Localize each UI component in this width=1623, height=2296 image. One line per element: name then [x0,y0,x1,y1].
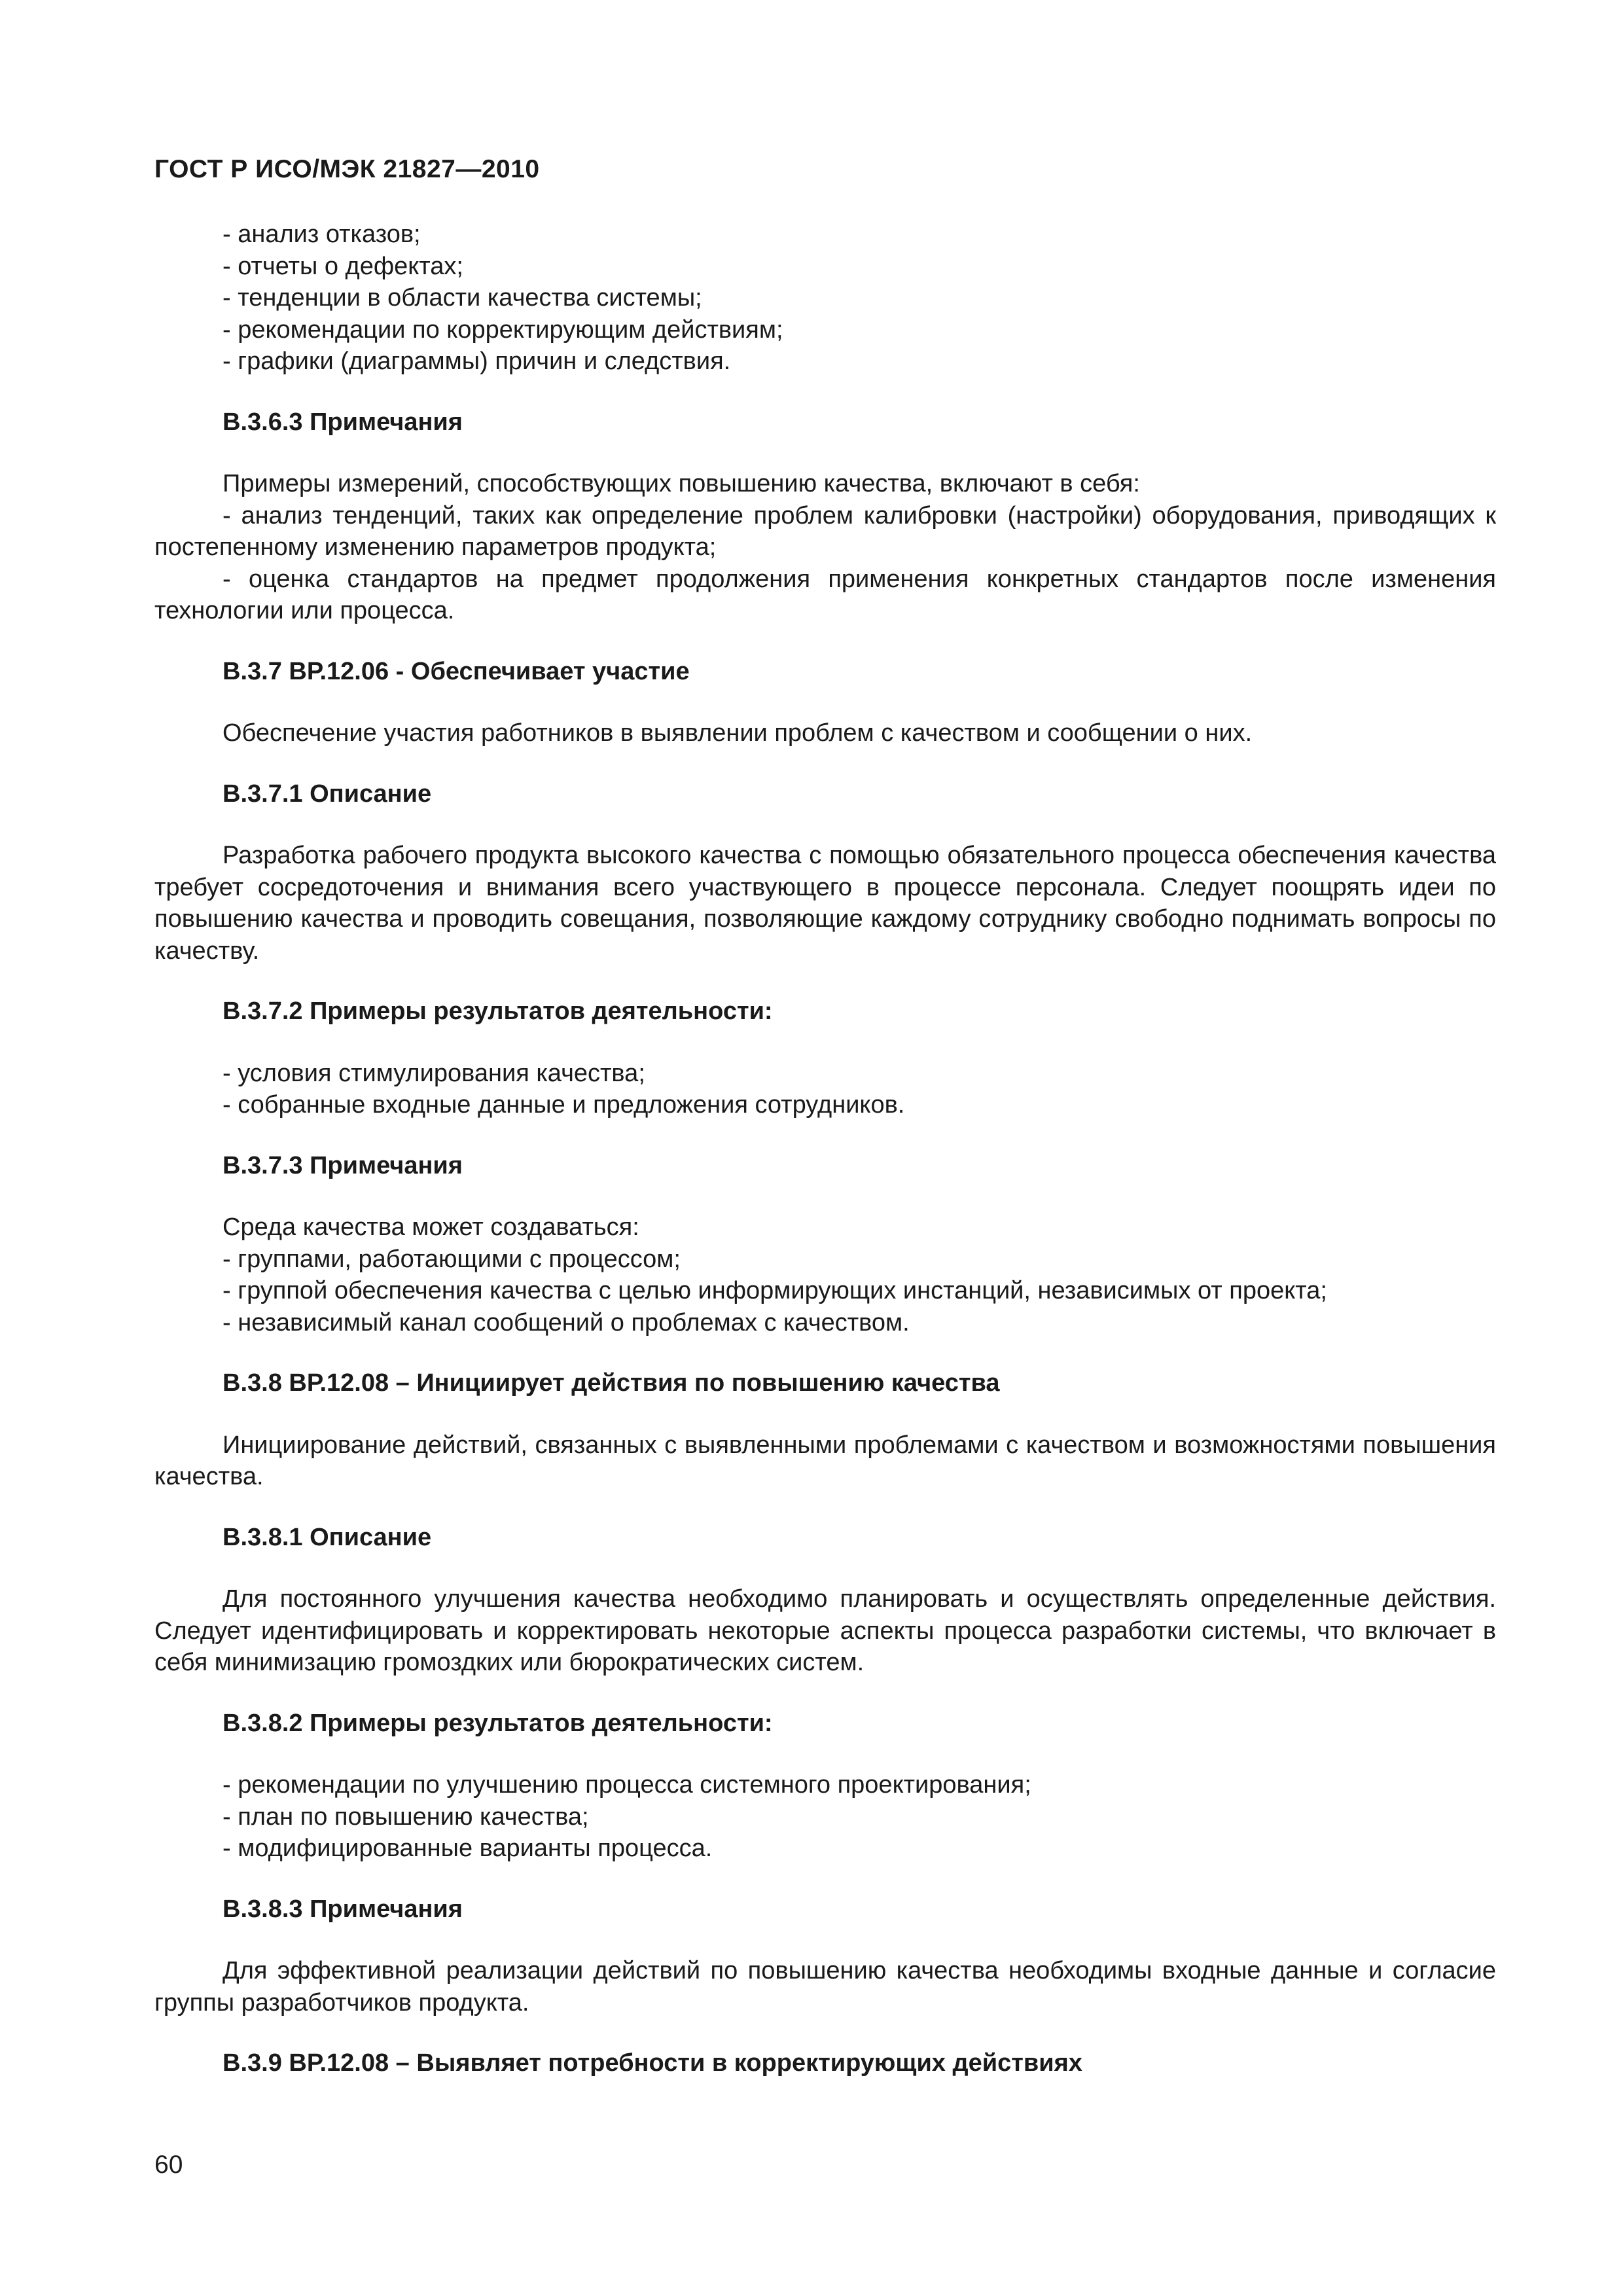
list-item: - группами, работающими с процессом; [223,1245,681,1273]
list-item: - рекомендации по корректирующим действиям; [223,315,783,344]
section-heading-b39: В.3.9 ВР.12.08 – Выявляет потребности в корректирующих действиях [223,2049,1082,2077]
document-header: ГОСТ Р ИСО/МЭК 21827—2010 [154,155,540,183]
list-item: - независимый канал сообщений о проблемах с качеством. [223,1308,910,1336]
section-heading-b381: В.3.8.1 Описание [223,1523,432,1551]
section-heading-b363: В.3.6.3 Примечания [223,408,463,436]
section-heading-b372: В.3.7.2 Примеры результатов деятельности: [223,997,773,1025]
page-content [154,219,1496,2079]
list-item: - условия стимулирования качества; [223,1059,645,1087]
section-heading-b371: В.3.7.1 Описание [223,780,432,808]
list-item: - рекомендации по улучшению процесса системного проектирования; [223,1771,1031,1799]
list-item: - тенденции в области качества системы; [223,284,702,312]
section-heading-b383: В.3.8.3 Примечания [223,1895,463,1923]
list-item: - модифицированные варианты процесса. [223,1835,713,1862]
list-item: - план по повышению качества; [223,1803,589,1831]
list-item: - группой обеспечения качества с целью информирующих инстанций, независимых от проекта; [223,1277,1327,1304]
list-item: - оценка стандартов на предмет продолжения применения конкретных стандартов после изменения технологии или процесса. [154,565,1496,624]
section-heading-b373: В.3.7.3 Примечания [223,1151,463,1179]
section-heading-b37: В.3.7 ВР.12.06 - Обеспечивает участие [223,657,690,685]
paragraph: Для эффективной реализации действий по повышению качества необходимы входные данные и согласие группы разработчиков продукта. [154,1957,1496,2017]
list-item: - анализ тенденций, таких как определение проблем калибровки (настройки) оборудования, приводящих к постепенному изменению параметров продукта; [154,501,1496,561]
list-item: - отчеты о дефектах; [223,252,463,280]
paragraph: Разработка рабочего продукта высокого качества с помощью обязательного процесса обеспечения качества требует сосредоточения и внимания всего участвующего в процессе персонала. Следует поощрять идеи по повышению качества и проводить совещания, позволяющие каждому сотруднику свободно поднимать вопросы по качеству. [154,842,1496,965]
list-item: - собранные входные данные и предложения сотрудников. [223,1091,905,1119]
page-number: 60 [154,2151,183,2179]
paragraph: Инициирование действий, связанных с выявленными проблемами с качеством и возможностями повышения качества. [154,1431,1496,1490]
paragraph: Для постоянного улучшения качества необходимо планировать и осуществлять определенные действия. Следует идентифицировать и корректировать некоторые аспекты процесса разработки системы, что включает в себя минимизацию громоздких или бюрократических систем. [154,1585,1496,1676]
paragraph: Примеры измерений, способствующих повышению качества, включают в себя: [223,470,1140,497]
paragraph: Обеспечение участия работников в выявлении проблем с качеством и сообщении о них. [223,719,1253,747]
section-heading-b38: В.3.8 ВР.12.08 – Инициирует действия по повышению качества [223,1369,1000,1397]
list-item: - графики (диаграммы) причин и следствия. [223,348,731,375]
section-heading-b382: В.3.8.2 Примеры результатов деятельности: [223,1709,773,1737]
list-item: - анализ отказов; [223,221,421,248]
paragraph: Среда качества может создаваться: [223,1213,639,1241]
